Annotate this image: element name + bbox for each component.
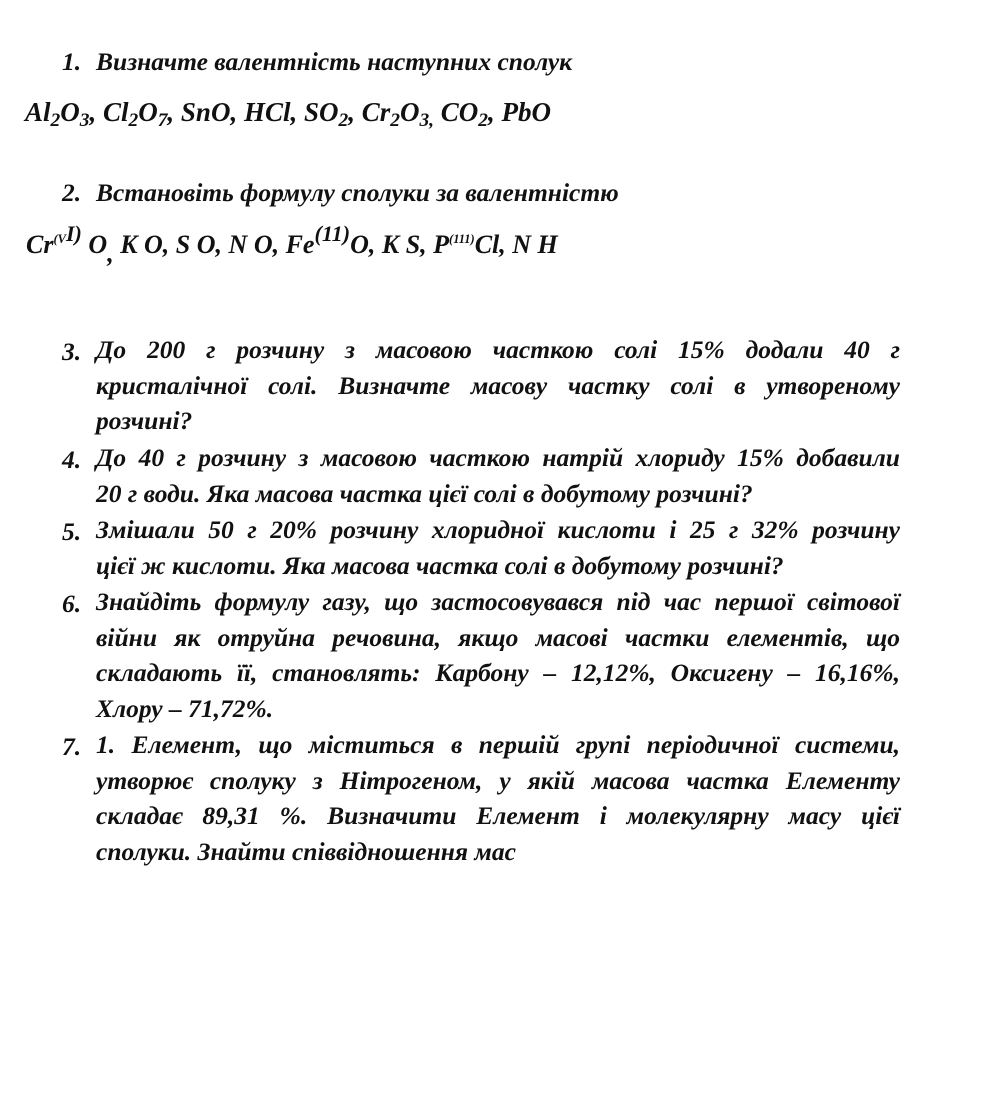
- formula-group: O, K S, P: [350, 230, 450, 259]
- separator: ,: [167, 97, 181, 127]
- separator: ,: [230, 97, 244, 127]
- task-line: До 40 г розчину з масовою часткою натрій хлориду 15% добавили: [96, 443, 900, 472]
- subscript: 2: [478, 110, 488, 132]
- task-1-number: 1.: [62, 47, 82, 76]
- task-line: складає 89,31 %. Визначити Елемент і молекулярну масу цієї: [96, 801, 900, 831]
- task-2-number: 2.: [62, 178, 82, 207]
- task-1-heading: Визначте валентність наступних сполук: [96, 47, 573, 76]
- subscript: 2: [128, 110, 139, 132]
- task-3-number: 3.: [62, 337, 82, 366]
- separator: ,: [348, 97, 362, 127]
- valence-superscript: (V: [53, 232, 66, 247]
- formula-co: CO: [434, 97, 479, 127]
- valence-superscript: (111): [449, 232, 475, 247]
- task-2-heading: Встановіть формулу сполуки за валентністю: [96, 178, 619, 207]
- subscript: 3: [79, 110, 90, 132]
- formula-o: O: [60, 97, 80, 127]
- formula-al: Al: [25, 97, 51, 127]
- task-5-text: [96, 512, 900, 583]
- formula-group: Cl, N H: [474, 230, 558, 259]
- task-line: Знайдіть формулу газу, що застосовувався під час першої світової: [96, 587, 900, 616]
- task-6-number: 6.: [62, 589, 82, 618]
- subscript: 7: [157, 110, 168, 132]
- task-line: складають її, становлять: Карбону – 12,12%, Оксигену – 16,16%,: [96, 658, 900, 688]
- separator: ,: [107, 239, 114, 269]
- task-line: розчині?: [96, 406, 193, 436]
- task-line: утворює сполуку з Нітрогеном, у якій масова частка Елементу: [96, 765, 900, 795]
- task-line: цієї ж кислоти. Яка масова частка солі в добутому розчині?: [96, 550, 784, 580]
- subscript: 2: [50, 110, 61, 132]
- task-2-formula-list: [26, 220, 558, 269]
- separator: ,: [488, 97, 502, 127]
- task-5-number: 5.: [62, 517, 82, 546]
- formula-o: O: [399, 97, 420, 127]
- task-1-formula-list: [25, 97, 551, 132]
- formula-hcl: HCl: [243, 97, 291, 127]
- formula-cr: Cr: [361, 97, 391, 127]
- task-line: 20 г води. Яка масова частка цієї солі в добутому розчині?: [96, 478, 753, 508]
- task-line: Хлору – 71,72%.: [96, 694, 274, 724]
- task-7-text: [96, 727, 900, 870]
- separator: ,: [89, 97, 103, 127]
- task-6-text: [96, 584, 900, 727]
- task-4-number: 4.: [62, 445, 82, 474]
- separator: ,: [429, 110, 435, 132]
- task-line: До 200 г розчину з масовою часткою солі 15% додали 40 г: [96, 335, 900, 364]
- formula-o: O: [138, 97, 158, 127]
- task-line: війни як отруйна речовина, якщо масові частки елементів, що: [96, 622, 900, 652]
- subscript: 2: [390, 110, 400, 132]
- task-7-number: 7.: [62, 732, 82, 761]
- task-3-text: [96, 332, 900, 439]
- task-line: сполуки. Знайти співвідношення мас: [96, 837, 516, 867]
- formula-sno: SnO: [180, 97, 231, 127]
- subscript: 2: [338, 110, 349, 132]
- formula-group: K O, S O, N O, Fe: [113, 230, 315, 259]
- separator: ,: [290, 97, 304, 127]
- formula-cr: Cr: [26, 230, 54, 259]
- formula-so: SO: [303, 97, 339, 127]
- task-line: Змішали 50 г 20% розчину хлоридної кислоти і 25 г 32% розчину: [96, 515, 900, 544]
- subscript: 3: [419, 110, 430, 132]
- formula-o: O: [81, 230, 108, 259]
- formula-pbo: PbO: [501, 97, 551, 127]
- valence-superscript: (11): [314, 220, 351, 246]
- formula-cl: Cl: [102, 97, 129, 127]
- task-line: кристалічної солі. Визначте масову частку солі в утвореному: [96, 370, 900, 400]
- valence-superscript: I): [65, 220, 82, 246]
- task-line: 1. Елемент, що міститься в першій групі періодичної системи,: [96, 730, 900, 759]
- task-4-text: [96, 440, 900, 511]
